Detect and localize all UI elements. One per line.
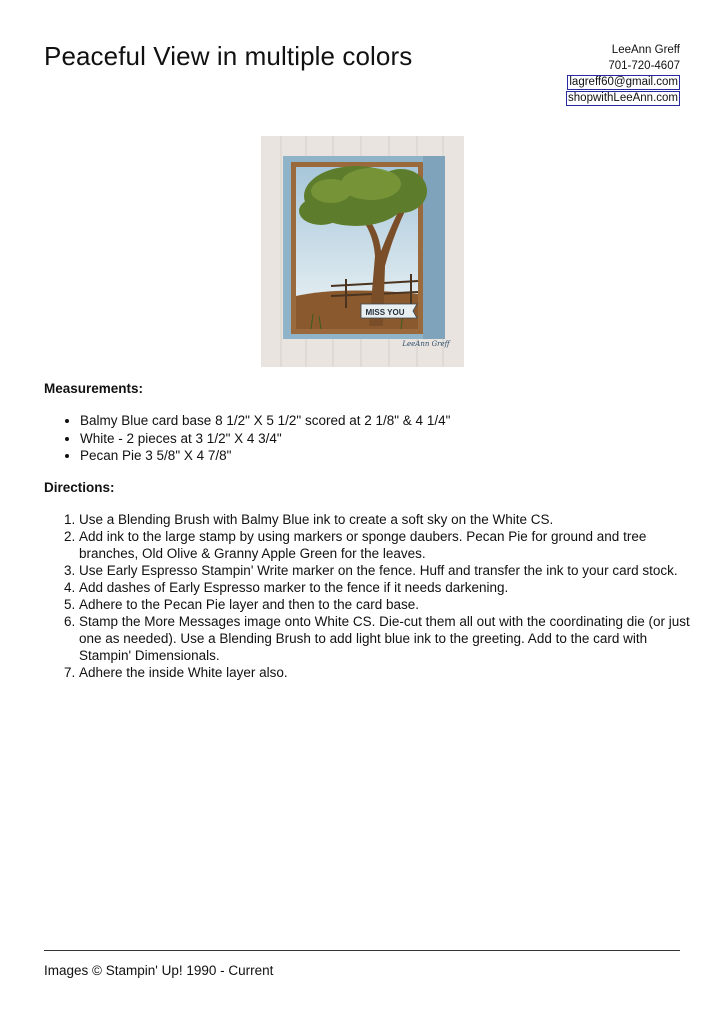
measurements-heading: Measurements: [44, 381, 144, 396]
list-item: 6. Stamp the More Messages image onto White CS. Die-cut them all out with the coordinating die (or just one as needed). Use a Blending Brush to add light blue ink to the greeting. Add to the card with Stampin' Dimensionals. [79, 613, 691, 664]
list-item: 4. Add dashes of Early Espresso marker to the fence if it needs darkening. [79, 579, 691, 596]
list-item: • White - 2 pieces at 3 1/2" X 4 3/4" [80, 430, 700, 448]
measurements-list [60, 412, 700, 465]
contact-name: LeeAnn Greff [611, 44, 680, 56]
list-item: 5. Adhere to the Pecan Pie layer and then to the card base. [79, 596, 691, 613]
list-item: • Balmy Blue card base 8 1/2" X 5 1/2" scored at 2 1/8" & 4 1/4" [80, 412, 700, 430]
contact-phone: 701-720-4607 [608, 60, 680, 72]
footer-copyright: Images © Stampin' Up! 1990 - Current [44, 963, 274, 978]
sentiment-banner [361, 304, 417, 318]
list-item: 1. Use a Blending Brush with Balmy Blue ink to create a soft sky on the White CS. [79, 511, 691, 528]
list-item: 3. Use Early Espresso Stampin' Write marker on the fence. Huff and transfer the ink to your card stock. [79, 562, 691, 579]
card-photo [261, 136, 464, 367]
signature-watermark [401, 340, 450, 348]
directions-list [57, 511, 691, 681]
contact-block [566, 42, 680, 106]
footer-divider [44, 950, 680, 951]
website-link[interactable]: shopwithLeeAnn.com [568, 92, 678, 104]
page-title: Peaceful View in multiple colors [44, 41, 413, 71]
svg-text:LeeAnn Greff: LeeAnn Greff [402, 340, 450, 348]
list-item: 7. Adhere the inside White layer also. [79, 664, 691, 681]
sentiment-text: MISS YOU [365, 308, 405, 317]
email-link[interactable]: lagreff60@gmail.com [569, 76, 678, 88]
list-item: 2. Add ink to the large stamp by using markers or sponge daubers. Pecan Pie for ground and tree branches, Old Olive & Granny Apple Green for the leaves. [79, 528, 691, 562]
list-item: • Pecan Pie 3 5/8" X 4 7/8" [80, 447, 700, 465]
directions-heading: Directions: [44, 480, 115, 495]
